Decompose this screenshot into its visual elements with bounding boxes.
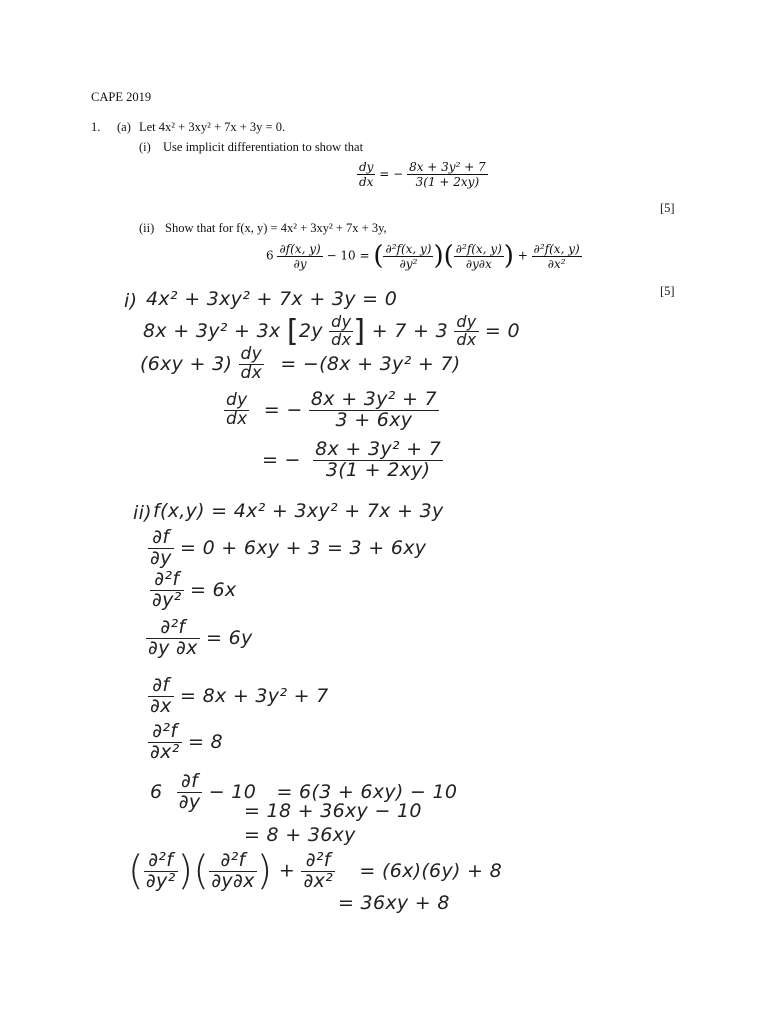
work-line-7: $\frac{\partial f}{\partial y}$ = 0 + 6xy + 3 = 3 + 6xy: [150, 526, 427, 569]
part-i-equation: [357, 160, 488, 189]
part-ii-equation: 6 $\frac{\partial f(x, y)}{\partial y}$ − 10 = ( $\frac{\text{∂²f(x, y)}}{\text{∂y²}}$ )( $\frac{\text{∂²f(x, y)}}{\partial y\partial x}$ ) + $\frac{\text{∂²f(x, y)}}{\text{∂x²}}$: [266, 241, 580, 271]
coef-six: 6: [266, 248, 274, 263]
work-line-3: (6xy + 3) $\frac{dy}{dx}$ = −(8x + 3y² + 7): [140, 344, 461, 383]
work-line-10: $\frac{\partial f}{\partial x}$ = 8x + 3y² + 7: [150, 674, 329, 717]
part-ii-marks: [5]: [660, 284, 675, 298]
rhs-sign: = −: [379, 167, 404, 181]
work-line-1: 4x² + 3xy² + 7x + 3y = 0: [146, 288, 398, 310]
page-title: CAPE 2019: [91, 90, 152, 104]
work-line-11: $\frac{\text{∂²f}}{\text{∂x²}}$ = 8: [150, 720, 223, 763]
part-i-marks: [5]: [660, 201, 675, 215]
work-i-label: i): [124, 290, 138, 312]
d2f-dx2-fraction: $\frac{\text{∂²f(x, y)}}{\text{∂x²}}$: [533, 241, 580, 271]
part-i-label: (i): [139, 140, 151, 154]
d2f-dy2-fraction: $\frac{\text{∂²f(x, y)}}{\text{∂y²}}$: [385, 241, 432, 271]
work-line-6: f(x,y) = 4x² + 3xy² + 7x + 3y: [153, 500, 444, 522]
work-line-16: = 36xy + 8: [338, 892, 450, 914]
df-dy-fraction: $\frac{\partial f(x, y)}{\partial y}$: [279, 241, 321, 271]
work-ii-label: ii): [133, 502, 152, 524]
work-line-5: = − $\frac{\text{8x + 3y² + 7}}{3(1 + 2xy)}$: [262, 438, 442, 481]
rhs-fraction: $\frac{\text{8x + 3y² + 7}}{3(1 + 2xy)}$: [409, 160, 486, 189]
plus-sign: +: [517, 248, 528, 263]
work-line-12: 6 $\frac{\partial f}{\partial y}$ − 10 = 6(3 + 6xy) − 10: [150, 770, 458, 813]
lhs-fraction: $\frac{dy}{dx}$: [359, 160, 374, 189]
part-i-text: Use implicit differentiation to show that: [163, 140, 364, 154]
question-number: 1.: [91, 120, 101, 134]
work-line-8: $\frac{\text{∂²f}}{\text{∂y²}}$ = 6x: [152, 568, 237, 611]
work-line-14: = 8 + 36xy: [244, 824, 356, 846]
work-line-2: 8x + 3y² + 3x [2y $\frac{dy}{dx}$ ] + 7 + 3 $\frac{dy}{dx}$ = 0: [143, 312, 520, 349]
part-ii-text: Show that for f(x, y) = 4x² + 3xy² + 7x + 3y,: [165, 221, 387, 235]
work-line-9: $\frac{\text{∂²f}}{\partial y \partial x}$ = 6y: [148, 616, 253, 659]
work-line-15: ( $\frac{\text{∂²f}}{\text{∂y²}}$ )( $\frac{\text{∂²f}}{\partial y\partial x}$ ) + $\frac{\text{∂²f}}{\text{∂x²}}$ = (6x)(6y) + 8: [128, 848, 502, 894]
part-a-label: (a): [117, 120, 131, 134]
d2f-dydx-fraction: $\frac{\text{∂²f(x, y)}}{\partial y\partial x}$: [455, 241, 502, 271]
minus-ten: − 10 =: [326, 248, 370, 263]
work-line-13: = 18 + 36xy − 10: [244, 800, 422, 822]
question-stem: Let 4x² + 3xy² + 7x + 3y = 0.: [139, 120, 286, 134]
part-ii-label: (ii): [139, 221, 155, 235]
work-line-4: $\frac{dy}{dx}$ = − $\frac{\text{8x + 3y² + 7}}{3 + 6xy}$: [226, 388, 437, 431]
